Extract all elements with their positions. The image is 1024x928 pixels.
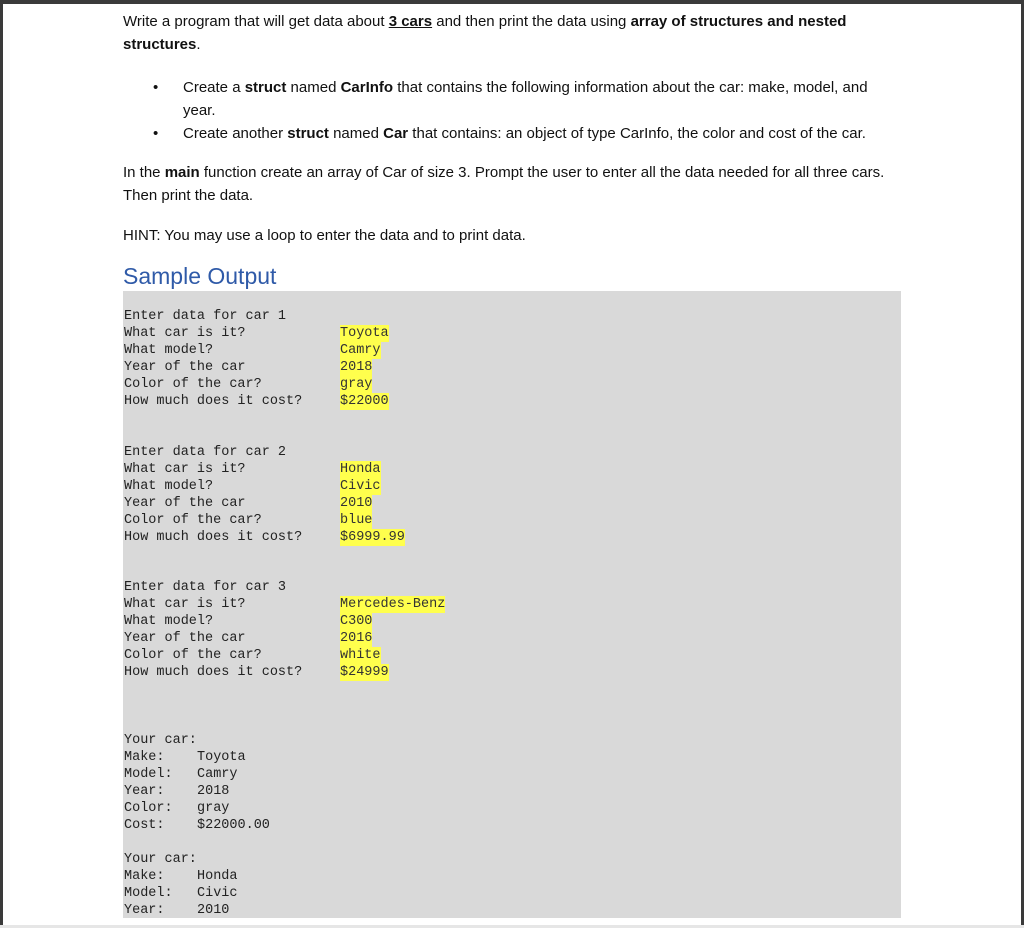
requirements-list (123, 76, 903, 145)
console-line: How much does it cost? $6999.99 (124, 530, 405, 545)
console-line: What car is it? Toyota (124, 326, 389, 341)
console-line: Year of the car 2016 (124, 631, 373, 646)
console-line: Cost: $22000.00 (124, 818, 270, 833)
console-line: What model? C300 (124, 614, 373, 629)
intro-emphasis-structures: array of structures and nested structures (123, 13, 847, 53)
console-line: Enter data for car 2 (124, 445, 287, 460)
console-line: Make: Toyota (124, 750, 246, 765)
console-line: Your car: (124, 852, 197, 867)
console-line: Year: 2010 (124, 903, 230, 918)
window-left-border (0, 0, 3, 928)
console-line: Year: 2018 (124, 784, 230, 799)
console-line: What model? Civic (124, 479, 381, 494)
bullet-icon: • (153, 79, 159, 96)
bullet-icon: • (153, 125, 159, 142)
console-line: Year of the car 2010 (124, 496, 373, 511)
console-line: Make: Honda (124, 869, 238, 884)
intro-text: Write a program that will get data about (123, 13, 389, 30)
intro-paragraph (123, 10, 903, 56)
hint-paragraph: HINT: You may use a loop to enter the data and to print data. (123, 227, 526, 244)
list-item: • Create another struct named Car that contains: an object of type CarInfo, the color and cost of the car. (123, 122, 903, 145)
console-line: Color of the car? gray (124, 377, 373, 392)
console-line: Color of the car? blue (124, 513, 373, 528)
console-line: Color: gray (124, 801, 230, 816)
console-line: How much does it cost? $22000 (124, 394, 389, 409)
sample-output-heading: Sample Output (123, 263, 277, 289)
console-line: What car is it? Honda (124, 462, 381, 477)
console-line: Your car: (124, 733, 197, 748)
console-line: Enter data for car 3 (124, 580, 287, 595)
console-line: Model: Camry (124, 767, 238, 782)
sample-output-block (123, 291, 901, 918)
console-line: What model? Camry (124, 343, 381, 358)
console-line: Model: Civic (124, 886, 238, 901)
console-line: Color of the car? white (124, 648, 381, 663)
intro-text: . (196, 36, 201, 53)
list-item: • Create a struct named CarInfo that contains the following information about the car: make, model, and year. (123, 76, 903, 122)
intro-emphasis-cars: 3 cars (388, 13, 433, 30)
window-top-border (0, 0, 1024, 4)
console-line: What car is it? Mercedes-Benz (124, 597, 446, 612)
console-line: Enter data for car 1 (124, 309, 287, 324)
intro-text: and then print the data using (432, 13, 631, 30)
document-page (123, 10, 903, 291)
console-line: Year of the car 2018 (124, 360, 373, 375)
console-line: How much does it cost? $24999 (124, 665, 389, 680)
main-function-paragraph: In the main function create an array of Car of size 3. Prompt the user to enter all the data needed for all three cars. Then print the data. (123, 164, 885, 204)
